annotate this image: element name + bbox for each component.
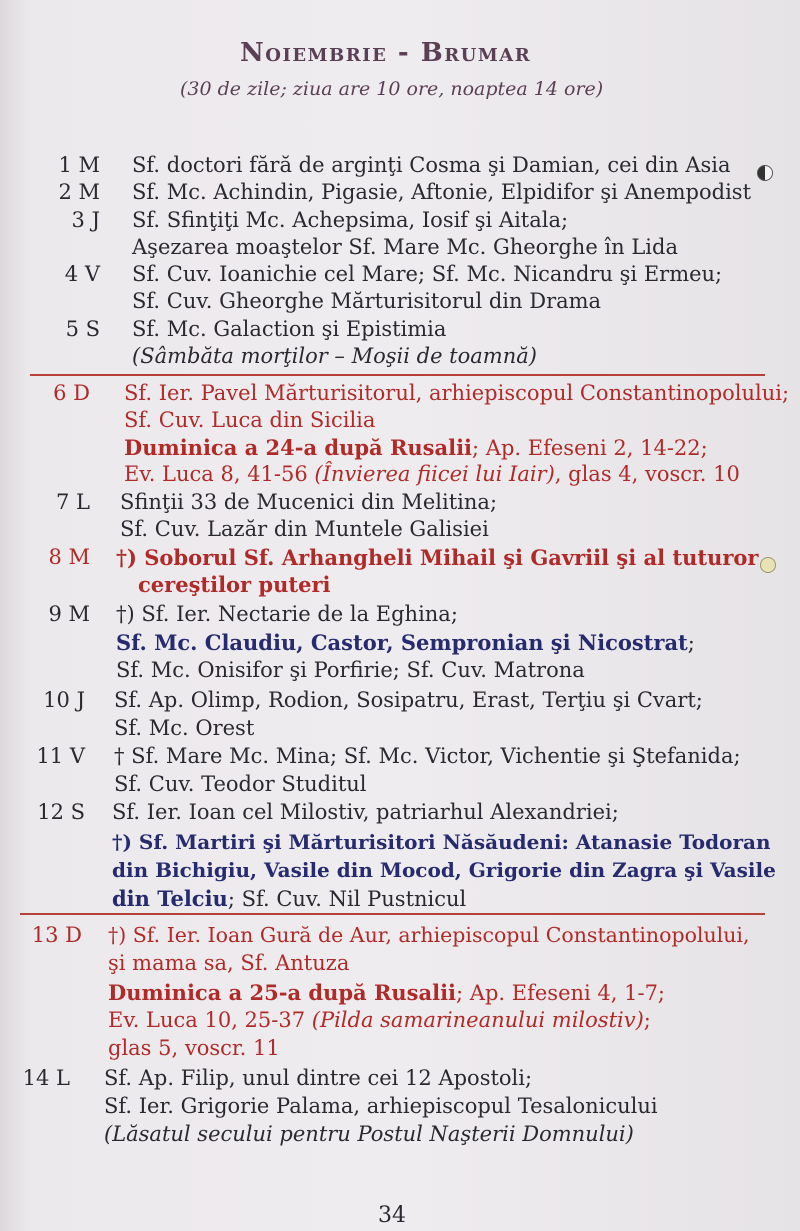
highlight-saints: Sf. Mc. Claudiu, Castor, Sempronian şi Nicostrat	[116, 630, 688, 655]
sunday-separator	[30, 374, 765, 376]
entry-line: Sf. Cuv. Luca din Sicilia	[124, 408, 376, 432]
entry-line: Sf. Ier. Pavel Mărturisitorul, arhiepiscopul Constantinopolului;	[124, 381, 790, 405]
highlight-saints: din Telciu	[112, 886, 228, 911]
page-title: Noiembrie - Brumar	[240, 38, 532, 68]
sunday-separator	[20, 913, 765, 915]
day-label: 14 L	[22, 1066, 70, 1090]
gospel: Ev. Luca 8, 41-56	[124, 462, 315, 486]
entry-line: Sf. Mc. Onisifor şi Porfirie; Sf. Cuv. Matrona	[116, 658, 585, 682]
reading: ; Ap. Efeseni 4, 1-7;	[456, 981, 666, 1005]
entry-line	[116, 630, 695, 655]
day-label: 11 V	[36, 744, 85, 768]
day-label: 7 L	[56, 490, 90, 514]
entry-line: †) Soborul Sf. Arhangheli Mihail şi Gavriil şi al tuturor	[116, 545, 759, 570]
day-label: 13 D	[31, 923, 82, 947]
entry-line: Sf. Cuv. Gheorghe Mărturisitorul din Drama	[132, 289, 602, 313]
entry-note: (Lăsatul secului pentru Postul Naşterii Domnului)	[104, 1122, 634, 1146]
gospel-note: (Pilda samarineanului milostiv)	[311, 1008, 644, 1032]
entry-line	[124, 435, 708, 460]
entry-line: Sf. Cuv. Ioanichie cel Mare; Sf. Mc. Nicandru şi Ermeu;	[132, 262, 723, 286]
punctuation: ;	[643, 1008, 651, 1032]
entry-line: Sf. Mc. Orest	[114, 716, 255, 740]
entry-note: (Sâmbăta morţilor – Moşii de toamnă)	[132, 344, 537, 368]
entry-line: †) Sf. Ier. Ioan Gură de Aur, arhiepiscopul Constantinopolului,	[108, 923, 750, 947]
entry-text: ; Sf. Cuv. Nil Pustnicul	[227, 887, 467, 911]
entry-line: Sf. Ier. Grigorie Palama, arhiepiscopul Tesalonicului	[104, 1094, 658, 1118]
tone: , glas 4, voscr. 10	[554, 462, 740, 486]
punctuation: ;	[687, 631, 695, 655]
day-label: 4 V	[64, 262, 100, 286]
entry-line: şi mama sa, Sf. Antuza	[108, 951, 350, 975]
entry-line	[124, 462, 740, 486]
highlight-saints: †) Sf. Martiri şi Mărturisitori Năsăudeni: Atanasie Todoran	[112, 830, 771, 854]
entry-line: Sf. Cuv. Lazăr din Muntele Galisiei	[120, 517, 489, 541]
entry-line	[112, 886, 466, 911]
day-label: 6 D	[53, 381, 90, 405]
entry-line	[108, 980, 665, 1005]
sunday-title: Duminica a 24-a după Rusalii	[124, 435, 473, 460]
entry-line: cereştilor puteri	[138, 572, 331, 597]
gospel-note: (Învierea fiicei lui Iair)	[314, 462, 555, 486]
entry-line: Sf. Cuv. Teodor Studitul	[114, 772, 367, 796]
entry-line: Sfinţii 33 de Mucenici din Melitina;	[120, 490, 498, 514]
sunday-title: Duminica a 25-a după Rusalii	[108, 980, 457, 1005]
day-label: 5 S	[65, 317, 100, 341]
entry-line: Sf. Ap. Olimp, Rodion, Sosipatru, Erast, Terţiu şi Cvart;	[114, 688, 703, 712]
day-label: 1 M	[58, 153, 100, 177]
entry-line: glas 5, voscr. 11	[108, 1036, 280, 1060]
entry-line: Sf. Mc. Galaction şi Epistimia	[132, 317, 447, 341]
entry-line: Sf. Ier. Ioan cel Milostiv, patriarhul Alexandriei;	[112, 800, 619, 824]
entry-line: †) Sf. Ier. Nectarie de la Eghina;	[116, 602, 458, 626]
entry-line: Sf. Ap. Filip, unul dintre cei 12 Apostoli;	[104, 1066, 533, 1090]
full-moon-icon	[760, 557, 776, 573]
entry-line: † Sf. Mare Mc. Mina; Sf. Mc. Victor, Vichentie şi Ştefanida;	[114, 744, 741, 768]
entry-line: Aşezarea moaştelor Sf. Mare Mc. Gheorghe în Lida	[132, 235, 678, 259]
reading: ; Ap. Efeseni 2, 14-22;	[472, 436, 708, 460]
entry-line	[108, 1008, 651, 1032]
highlight-saints: din Bichigiu, Vasile din Mocod, Grigorie din Zagra şi Vasile	[112, 858, 776, 882]
page-subtitle: (30 de zile; ziua are 10 ore, noaptea 14 ore)	[180, 78, 604, 100]
entry-line: Sf. Sfinţiţi Mc. Achepsima, Iosif şi Aitala;	[132, 208, 569, 232]
entry-line: Sf. Mc. Achindin, Pigasie, Aftonie, Elpidifor şi Anempodist	[132, 180, 752, 204]
day-label: 10 J	[43, 688, 85, 712]
day-label: 12 S	[37, 800, 85, 824]
day-label: 8 M	[48, 545, 90, 569]
day-label: 9 M	[48, 602, 90, 626]
gospel: Ev. Luca 10, 25-37	[108, 1008, 312, 1032]
page-number: 34	[378, 1203, 406, 1228]
day-label: 2 M	[58, 180, 100, 204]
entry-line: Sf. doctori fără de arginţi Cosma şi Damian, cei din Asia	[132, 153, 731, 177]
moon-phase-icon	[757, 165, 773, 181]
day-label: 3 J	[71, 208, 100, 232]
